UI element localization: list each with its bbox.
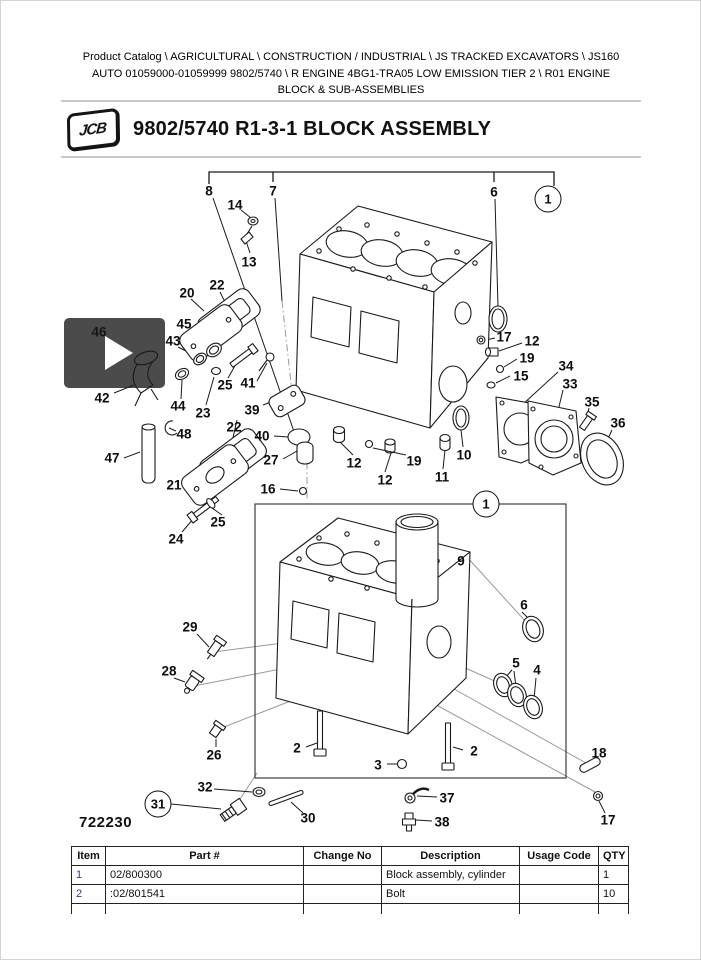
callout-36: 36 <box>610 415 626 431</box>
callout-9: 9 <box>457 553 465 569</box>
callout-28: 28 <box>161 663 177 679</box>
item-number-cell[interactable] <box>72 866 106 885</box>
video-play-overlay[interactable] <box>64 318 165 388</box>
callout-47: 47 <box>104 450 120 466</box>
callout-25: 25 <box>217 377 233 393</box>
callout-38: 38 <box>434 814 450 830</box>
callout-19: 19 <box>406 453 422 469</box>
col-item: Item <box>72 847 106 866</box>
col-change-no: Change No <box>304 847 382 866</box>
callout-48: 48 <box>176 426 192 442</box>
callout-45: 45 <box>176 316 192 332</box>
breadcrumb[interactable]: Product Catalog \ AGRICULTURAL \ CONSTRUCTION / INDUSTRIAL \ JS TRACKED EXCAVATORS \ JS160 AUTO 01059000-01059999 9802/5740 \ R ENGINE 4BG1-TRA05 LOW EMISSION TIER 2 \ R01 ENGINE BLOCK & SUB-ASSEMBLIES <box>82 51 620 96</box>
item-link[interactable]: 1 <box>76 869 83 881</box>
callout-2: 2 <box>293 740 301 756</box>
callout-11: 11 <box>434 469 450 485</box>
usage-code-cell <box>520 866 599 885</box>
qty-cell: 10 <box>599 885 629 904</box>
callout-15: 15 <box>513 368 529 384</box>
callout-12: 12 <box>524 333 540 349</box>
callout-18: 18 <box>591 745 607 761</box>
qty-cell: 1 <box>599 866 629 885</box>
callout-22: 22 <box>226 419 242 435</box>
callout-40: 40 <box>254 428 270 444</box>
callout-2: 2 <box>470 743 478 759</box>
callout-8: 8 <box>205 183 213 199</box>
top-bracket <box>209 172 554 186</box>
parts-table-header-row <box>72 847 629 866</box>
callout-44: 44 <box>170 398 186 414</box>
callout-12: 12 <box>377 472 393 488</box>
drawing-number: 722230 <box>79 814 133 831</box>
callout-24: 24 <box>168 531 184 547</box>
callout-34: 34 <box>558 358 574 374</box>
callout-17: 17 <box>600 812 616 828</box>
callout-37: 37 <box>439 790 455 806</box>
callout-26: 26 <box>206 747 222 763</box>
col-description: Description <box>382 847 520 866</box>
callout-3: 3 <box>374 757 382 773</box>
callout-35: 35 <box>584 394 600 410</box>
callout-7: 7 <box>269 183 277 199</box>
callout-31: 31 <box>145 791 172 818</box>
callout-30: 30 <box>300 810 316 826</box>
callout-25: 25 <box>210 514 226 530</box>
callout-1: 1 <box>535 186 562 213</box>
table-row-cropped <box>72 904 629 915</box>
callout-39: 39 <box>244 402 260 418</box>
callout-32: 32 <box>197 779 213 795</box>
callout-1: 1 <box>473 491 500 518</box>
callout-22: 22 <box>209 277 225 293</box>
jcb-logo-text: JCB <box>78 118 108 140</box>
callout-27: 27 <box>263 452 279 468</box>
table-row <box>72 866 629 885</box>
callout-19: 19 <box>519 350 535 366</box>
callout-29: 29 <box>182 619 198 635</box>
callout-43: 43 <box>165 333 181 349</box>
description-cell: Block assembly, cylinder <box>382 866 520 885</box>
callout-23: 23 <box>195 405 211 421</box>
parts-diagram <box>1 1 701 960</box>
col-part: Part # <box>106 847 304 866</box>
callout-17: 17 <box>496 329 512 345</box>
callout-13: 13 <box>241 254 257 270</box>
callout-12: 12 <box>346 455 362 471</box>
callout-16: 16 <box>260 481 276 497</box>
callout-14: 14 <box>227 197 243 213</box>
callout-6: 6 <box>520 597 528 613</box>
top-engine-block <box>296 206 492 428</box>
part-number-cell: 02/800300 <box>106 866 304 885</box>
change-no-cell <box>304 866 382 885</box>
col-usage-code: Usage Code <box>520 847 599 866</box>
change-no-cell <box>304 885 382 904</box>
play-icon <box>105 336 133 370</box>
callout-41: 41 <box>240 375 256 391</box>
callout-20: 20 <box>179 285 195 301</box>
part-number-cell: :02/801541 <box>106 885 304 904</box>
callout-33: 33 <box>562 376 578 392</box>
page-title: 9802/5740 R1-3-1 BLOCK ASSEMBLY <box>133 117 492 140</box>
col-qty: QTY <box>599 847 629 866</box>
item-number-cell[interactable] <box>72 885 106 904</box>
callout-21: 21 <box>166 477 182 493</box>
callout-5: 5 <box>512 655 520 671</box>
callout-42: 42 <box>94 390 110 406</box>
table-row <box>72 885 629 904</box>
callout-10: 10 <box>456 447 472 463</box>
usage-code-cell <box>520 885 599 904</box>
parts-table <box>71 846 629 914</box>
bottom-engine-block <box>276 514 470 734</box>
item-link[interactable]: 2 <box>76 888 83 900</box>
callout-4: 4 <box>533 662 541 678</box>
callout-6: 6 <box>490 184 498 200</box>
description-cell: Bolt <box>382 885 520 904</box>
